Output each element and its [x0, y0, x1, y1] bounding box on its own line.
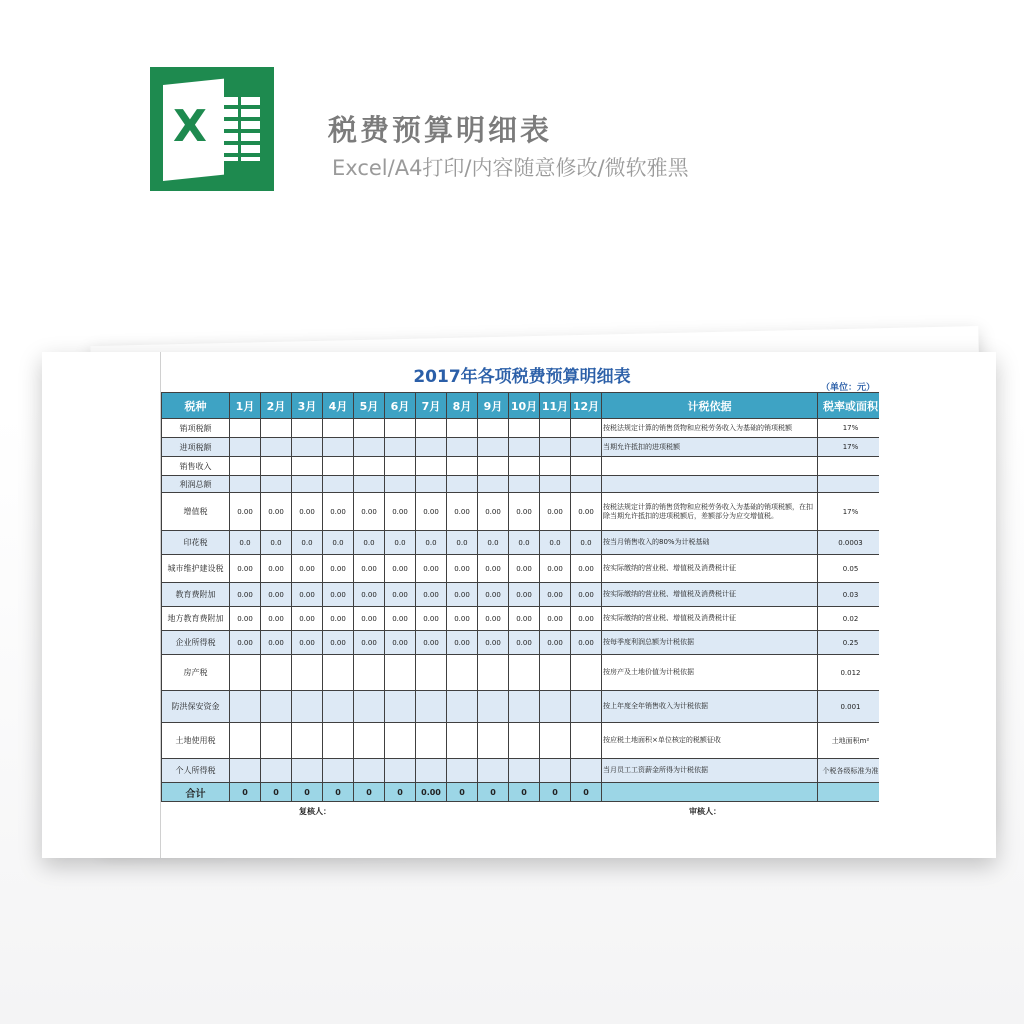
rate-cell[interactable]: 0.03	[818, 583, 880, 607]
month-value-cell[interactable]	[571, 691, 602, 723]
basis-cell[interactable]: 当月员工工资薪金所得为计税依据	[602, 759, 818, 783]
column-header: 9月	[478, 393, 509, 419]
month-value-cell[interactable]	[540, 723, 571, 759]
month-value-cell[interactable]: 0.00	[416, 607, 447, 631]
month-value-cell[interactable]	[447, 438, 478, 457]
rate-cell[interactable]: 0.25	[818, 631, 880, 655]
table-row	[162, 759, 880, 783]
month-value-cell[interactable]: 0.0	[261, 531, 292, 555]
basis-cell[interactable]: 按税法规定计算的销售货物和应税劳务收入为基础的销项税额，在扣除当期允许抵扣的进项税额后，差额部分为应交增值税。	[602, 493, 818, 531]
month-value-cell[interactable]	[385, 438, 416, 457]
month-value-cell[interactable]	[571, 759, 602, 783]
month-value-cell[interactable]: 0.00	[509, 493, 540, 531]
total-basis-cell[interactable]	[602, 783, 818, 802]
month-value-cell[interactable]	[292, 759, 323, 783]
table-row	[162, 555, 880, 583]
month-value-cell[interactable]	[261, 691, 292, 723]
month-value-cell[interactable]: 0.00	[385, 493, 416, 531]
month-value-cell[interactable]	[478, 419, 509, 438]
month-value-cell[interactable]: 0.00	[385, 631, 416, 655]
month-value-cell[interactable]	[571, 438, 602, 457]
page-subtitle: Excel/A4打印/内容随意修改/微软雅黑	[332, 156, 689, 180]
month-value-cell[interactable]	[323, 655, 354, 691]
month-value-cell[interactable]	[261, 457, 292, 476]
month-value-cell[interactable]	[230, 419, 261, 438]
month-value-cell[interactable]	[292, 457, 323, 476]
tax-name-cell[interactable]: 个人所得税	[162, 759, 230, 783]
month-value-cell[interactable]	[478, 457, 509, 476]
total-value-cell[interactable]: 0	[230, 783, 261, 802]
basis-cell[interactable]: 按实际缴纳的营业税、增值税及消费税计征	[602, 583, 818, 607]
month-value-cell[interactable]: 0.0	[447, 531, 478, 555]
month-value-cell[interactable]: 0.00	[323, 555, 354, 583]
month-value-cell[interactable]	[385, 419, 416, 438]
month-value-cell[interactable]	[478, 476, 509, 493]
column-header: 10月	[509, 393, 540, 419]
basis-cell[interactable]: 按当月销售收入的80%为计税基础	[602, 531, 818, 555]
month-value-cell[interactable]	[261, 759, 292, 783]
month-value-cell[interactable]: 0.00	[292, 631, 323, 655]
month-value-cell[interactable]: 0.00	[447, 493, 478, 531]
month-value-cell[interactable]: 0.0	[509, 531, 540, 555]
tax-name-cell[interactable]: 教育费附加	[162, 583, 230, 607]
month-value-cell[interactable]	[571, 476, 602, 493]
month-value-cell[interactable]	[571, 655, 602, 691]
month-value-cell[interactable]	[478, 438, 509, 457]
column-header: 计税依据	[602, 393, 818, 419]
month-value-cell[interactable]	[509, 723, 540, 759]
page-title: 税费预算明细表	[328, 113, 553, 147]
month-value-cell[interactable]	[292, 419, 323, 438]
month-value-cell[interactable]	[261, 476, 292, 493]
table-row	[162, 607, 880, 631]
month-value-cell[interactable]: 0.00	[509, 631, 540, 655]
total-value-cell[interactable]: 0	[385, 783, 416, 802]
sheet-title: 2017年各项税费预算明细表	[413, 367, 631, 387]
month-value-cell[interactable]	[416, 438, 447, 457]
month-value-cell[interactable]: 0.00	[261, 583, 292, 607]
table-row	[162, 655, 880, 691]
month-value-cell[interactable]: 0.00	[447, 607, 478, 631]
column-header: 税种	[162, 393, 230, 419]
tax-name-cell[interactable]: 利润总额	[162, 476, 230, 493]
month-value-cell[interactable]: 0.00	[478, 631, 509, 655]
month-value-cell[interactable]: 0.00	[478, 583, 509, 607]
month-value-cell[interactable]: 0.00	[354, 583, 385, 607]
month-value-cell[interactable]: 0.0	[478, 531, 509, 555]
table-header-row	[162, 393, 880, 419]
month-value-cell[interactable]	[416, 419, 447, 438]
month-value-cell[interactable]: 0.00	[509, 555, 540, 583]
month-value-cell[interactable]: 0.00	[230, 583, 261, 607]
month-value-cell[interactable]: 0.00	[540, 607, 571, 631]
month-value-cell[interactable]: 0.00	[416, 631, 447, 655]
rate-cell[interactable]: 17%	[818, 493, 880, 531]
month-value-cell[interactable]	[292, 438, 323, 457]
month-value-cell[interactable]	[385, 691, 416, 723]
month-value-cell[interactable]: 0.0	[230, 531, 261, 555]
month-value-cell[interactable]	[354, 759, 385, 783]
column-header: 6月	[385, 393, 416, 419]
month-value-cell[interactable]: 0.00	[571, 555, 602, 583]
month-value-cell[interactable]: 0.0	[385, 531, 416, 555]
spreadsheet-preview	[42, 352, 996, 858]
month-value-cell[interactable]: 0.00	[230, 631, 261, 655]
total-value-cell[interactable]: 0	[447, 783, 478, 802]
month-value-cell[interactable]: 0.00	[571, 493, 602, 531]
spreadsheet-viewport	[160, 352, 879, 858]
tax-name-cell[interactable]: 企业所得税	[162, 631, 230, 655]
column-header: 4月	[323, 393, 354, 419]
month-value-cell[interactable]	[416, 655, 447, 691]
month-value-cell[interactable]	[478, 691, 509, 723]
month-value-cell[interactable]	[261, 723, 292, 759]
table-row	[162, 438, 880, 457]
tax-name-cell[interactable]: 印花税	[162, 531, 230, 555]
month-value-cell[interactable]: 0.00	[509, 583, 540, 607]
month-value-cell[interactable]	[354, 457, 385, 476]
total-label-cell[interactable]: 合计	[162, 783, 230, 802]
month-value-cell[interactable]: 0.00	[261, 555, 292, 583]
month-value-cell[interactable]	[230, 723, 261, 759]
column-header: 2月	[261, 393, 292, 419]
month-value-cell[interactable]: 0.00	[571, 607, 602, 631]
month-value-cell[interactable]: 0.00	[261, 607, 292, 631]
month-value-cell[interactable]	[354, 691, 385, 723]
total-value-cell[interactable]: 0	[261, 783, 292, 802]
basis-cell[interactable]	[602, 457, 818, 476]
total-value-cell[interactable]: 0	[354, 783, 385, 802]
month-value-cell[interactable]	[230, 457, 261, 476]
basis-cell[interactable]: 当期允许抵扣的进项税额	[602, 438, 818, 457]
month-value-cell[interactable]	[540, 457, 571, 476]
unit-label: （单位：元）	[821, 383, 876, 393]
month-value-cell[interactable]: 0.00	[478, 555, 509, 583]
month-value-cell[interactable]	[385, 476, 416, 493]
month-value-cell[interactable]: 0.00	[416, 493, 447, 531]
month-value-cell[interactable]	[385, 723, 416, 759]
month-value-cell[interactable]	[540, 655, 571, 691]
rate-cell[interactable]: 土地面积m²	[818, 723, 880, 759]
month-value-cell[interactable]: 0.00	[385, 555, 416, 583]
month-value-cell[interactable]	[509, 759, 540, 783]
total-value-cell[interactable]: 0	[571, 783, 602, 802]
month-value-cell[interactable]: 0.00	[571, 583, 602, 607]
month-value-cell[interactable]: 0.00	[292, 607, 323, 631]
month-value-cell[interactable]	[261, 655, 292, 691]
month-value-cell[interactable]: 0.00	[354, 631, 385, 655]
month-value-cell[interactable]	[230, 476, 261, 493]
month-value-cell[interactable]: 0.00	[292, 555, 323, 583]
month-value-cell[interactable]: 0.00	[230, 555, 261, 583]
month-value-cell[interactable]	[323, 759, 354, 783]
month-value-cell[interactable]	[416, 759, 447, 783]
month-value-cell[interactable]: 0.00	[447, 555, 478, 583]
month-value-cell[interactable]	[385, 655, 416, 691]
column-header: 税率或面积	[818, 393, 880, 419]
month-value-cell[interactable]	[261, 419, 292, 438]
column-header: 3月	[292, 393, 323, 419]
total-value-cell[interactable]: 0	[478, 783, 509, 802]
month-value-cell[interactable]: 0.00	[292, 493, 323, 531]
month-value-cell[interactable]	[292, 691, 323, 723]
month-value-cell[interactable]: 0.00	[540, 631, 571, 655]
month-value-cell[interactable]	[571, 457, 602, 476]
month-value-cell[interactable]	[416, 457, 447, 476]
rate-cell[interactable]: 0.02	[818, 607, 880, 631]
month-value-cell[interactable]: 0.00	[323, 631, 354, 655]
month-value-cell[interactable]: 0.00	[540, 583, 571, 607]
month-value-cell[interactable]: 0.00	[261, 631, 292, 655]
month-value-cell[interactable]	[354, 723, 385, 759]
month-value-cell[interactable]	[230, 438, 261, 457]
month-value-cell[interactable]	[354, 438, 385, 457]
basis-cell[interactable]	[602, 476, 818, 493]
month-value-cell[interactable]	[540, 476, 571, 493]
logo-grid-shape	[224, 97, 260, 161]
month-value-cell[interactable]	[509, 457, 540, 476]
total-value-cell[interactable]: 0	[540, 783, 571, 802]
month-value-cell[interactable]	[323, 723, 354, 759]
month-value-cell[interactable]: 0.00	[478, 493, 509, 531]
basis-cell[interactable]: 按实际缴纳的营业税、增值税及消费税计征	[602, 555, 818, 583]
basis-cell[interactable]: 按应税土地面积×单位核定的税额征收	[602, 723, 818, 759]
month-value-cell[interactable]: 0.0	[571, 531, 602, 555]
month-value-cell[interactable]	[447, 723, 478, 759]
table-row	[162, 583, 880, 607]
table-row	[162, 419, 880, 438]
month-value-cell[interactable]	[447, 457, 478, 476]
month-value-cell[interactable]: 0.00	[230, 493, 261, 531]
month-value-cell[interactable]	[230, 655, 261, 691]
tax-budget-table	[161, 392, 879, 802]
month-value-cell[interactable]	[323, 476, 354, 493]
month-value-cell[interactable]: 0.00	[292, 583, 323, 607]
month-value-cell[interactable]: 0.00	[478, 607, 509, 631]
tax-name-cell[interactable]: 销售收入	[162, 457, 230, 476]
tax-name-cell[interactable]: 房产税	[162, 655, 230, 691]
month-value-cell[interactable]: 0.0	[323, 531, 354, 555]
column-header: 8月	[447, 393, 478, 419]
month-value-cell[interactable]	[447, 476, 478, 493]
month-value-cell[interactable]	[323, 457, 354, 476]
month-value-cell[interactable]	[292, 476, 323, 493]
column-header: 7月	[416, 393, 447, 419]
month-value-cell[interactable]: 0.00	[354, 607, 385, 631]
table-row	[162, 457, 880, 476]
basis-cell[interactable]: 按税法规定计算的销售货物和应税劳务收入为基础的销项税额	[602, 419, 818, 438]
month-value-cell[interactable]: 0.0	[416, 531, 447, 555]
month-value-cell[interactable]: 0.00	[354, 555, 385, 583]
rate-cell[interactable]: 0.012	[818, 655, 880, 691]
month-value-cell[interactable]	[416, 691, 447, 723]
month-value-cell[interactable]: 0.00	[385, 607, 416, 631]
table-row	[162, 631, 880, 655]
month-value-cell[interactable]	[354, 655, 385, 691]
month-value-cell[interactable]	[447, 759, 478, 783]
column-header: 1月	[230, 393, 261, 419]
tax-name-cell[interactable]: 增值税	[162, 493, 230, 531]
basis-cell[interactable]: 按上年度全年销售收入为计税依据	[602, 691, 818, 723]
month-value-cell[interactable]	[416, 476, 447, 493]
month-value-cell[interactable]: 0.0	[354, 531, 385, 555]
rate-cell[interactable]	[818, 476, 880, 493]
excel-logo-icon	[150, 67, 274, 191]
month-value-cell[interactable]: 0.00	[416, 555, 447, 583]
month-value-cell[interactable]: 0.00	[261, 493, 292, 531]
month-value-cell[interactable]: 0.0	[292, 531, 323, 555]
month-value-cell[interactable]	[354, 419, 385, 438]
rate-cell[interactable]: 17%	[818, 419, 880, 438]
tax-name-cell[interactable]: 防洪保安资金	[162, 691, 230, 723]
month-value-cell[interactable]	[323, 419, 354, 438]
month-value-cell[interactable]: 0.00	[354, 493, 385, 531]
month-value-cell[interactable]	[447, 419, 478, 438]
month-value-cell[interactable]	[540, 691, 571, 723]
month-value-cell[interactable]	[385, 759, 416, 783]
month-value-cell[interactable]	[416, 723, 447, 759]
month-value-cell[interactable]: 0.00	[323, 607, 354, 631]
rate-cell[interactable]	[818, 457, 880, 476]
rate-cell[interactable]: 0.05	[818, 555, 880, 583]
month-value-cell[interactable]	[478, 759, 509, 783]
basis-cell[interactable]: 按实际缴纳的营业税、增值税及消费税计征	[602, 607, 818, 631]
total-row	[162, 783, 880, 802]
month-value-cell[interactable]	[478, 723, 509, 759]
month-value-cell[interactable]	[292, 723, 323, 759]
month-value-cell[interactable]	[571, 419, 602, 438]
month-value-cell[interactable]	[509, 438, 540, 457]
total-rate-cell[interactable]	[818, 783, 880, 802]
column-header: 11月	[540, 393, 571, 419]
month-value-cell[interactable]: 0.00	[540, 555, 571, 583]
month-value-cell[interactable]: 0.00	[447, 631, 478, 655]
tax-name-cell[interactable]: 地方教育费附加	[162, 607, 230, 631]
column-header: 5月	[354, 393, 385, 419]
month-value-cell[interactable]: 0.0	[540, 531, 571, 555]
column-header: 12月	[571, 393, 602, 419]
tax-name-cell[interactable]: 销项税额	[162, 419, 230, 438]
month-value-cell[interactable]	[509, 655, 540, 691]
month-value-cell[interactable]	[354, 476, 385, 493]
month-value-cell[interactable]	[540, 438, 571, 457]
month-value-cell[interactable]: 0.00	[416, 583, 447, 607]
month-value-cell[interactable]	[261, 438, 292, 457]
month-value-cell[interactable]	[571, 723, 602, 759]
rate-cell[interactable]: 0.001	[818, 691, 880, 723]
month-value-cell[interactable]: 0.00	[323, 583, 354, 607]
rate-cell[interactable]: 0.0003	[818, 531, 880, 555]
tax-name-cell[interactable]: 进项税额	[162, 438, 230, 457]
month-value-cell[interactable]: 0.00	[540, 493, 571, 531]
rate-cell[interactable]: 个税各级标准为准	[818, 759, 880, 783]
table-row	[162, 493, 880, 531]
table-row	[162, 723, 880, 759]
auditor-label: 审核人：	[689, 807, 721, 816]
month-value-cell[interactable]	[230, 691, 261, 723]
total-value-cell[interactable]: 0.00	[416, 783, 447, 802]
month-value-cell[interactable]: 0.00	[509, 607, 540, 631]
month-value-cell[interactable]	[509, 691, 540, 723]
month-value-cell[interactable]: 0.00	[230, 607, 261, 631]
month-value-cell[interactable]	[292, 655, 323, 691]
month-value-cell[interactable]	[447, 655, 478, 691]
month-value-cell[interactable]	[509, 419, 540, 438]
total-value-cell[interactable]: 0	[323, 783, 354, 802]
month-value-cell[interactable]: 0.00	[323, 493, 354, 531]
total-value-cell[interactable]: 0	[509, 783, 540, 802]
month-value-cell[interactable]	[323, 691, 354, 723]
month-value-cell[interactable]: 0.00	[571, 631, 602, 655]
basis-cell[interactable]: 按每季度利润总额为计税依据	[602, 631, 818, 655]
reviewer-label: 复核人：	[299, 807, 331, 816]
tax-name-cell[interactable]: 城市维护建设税	[162, 555, 230, 583]
basis-cell[interactable]: 按房产及土地价值为计税依据	[602, 655, 818, 691]
month-value-cell[interactable]	[478, 655, 509, 691]
month-value-cell[interactable]: 0.00	[385, 583, 416, 607]
table-row	[162, 531, 880, 555]
month-value-cell[interactable]	[385, 457, 416, 476]
total-value-cell[interactable]: 0	[292, 783, 323, 802]
logo-x-mark: X	[173, 101, 207, 152]
month-value-cell[interactable]: 0.00	[447, 583, 478, 607]
month-value-cell[interactable]	[540, 759, 571, 783]
month-value-cell[interactable]	[509, 476, 540, 493]
month-value-cell[interactable]	[230, 759, 261, 783]
month-value-cell[interactable]	[540, 419, 571, 438]
month-value-cell[interactable]	[323, 438, 354, 457]
table-row	[162, 476, 880, 493]
month-value-cell[interactable]	[447, 691, 478, 723]
tax-name-cell[interactable]: 土地使用税	[162, 723, 230, 759]
rate-cell[interactable]: 17%	[818, 438, 880, 457]
table-row	[162, 691, 880, 723]
